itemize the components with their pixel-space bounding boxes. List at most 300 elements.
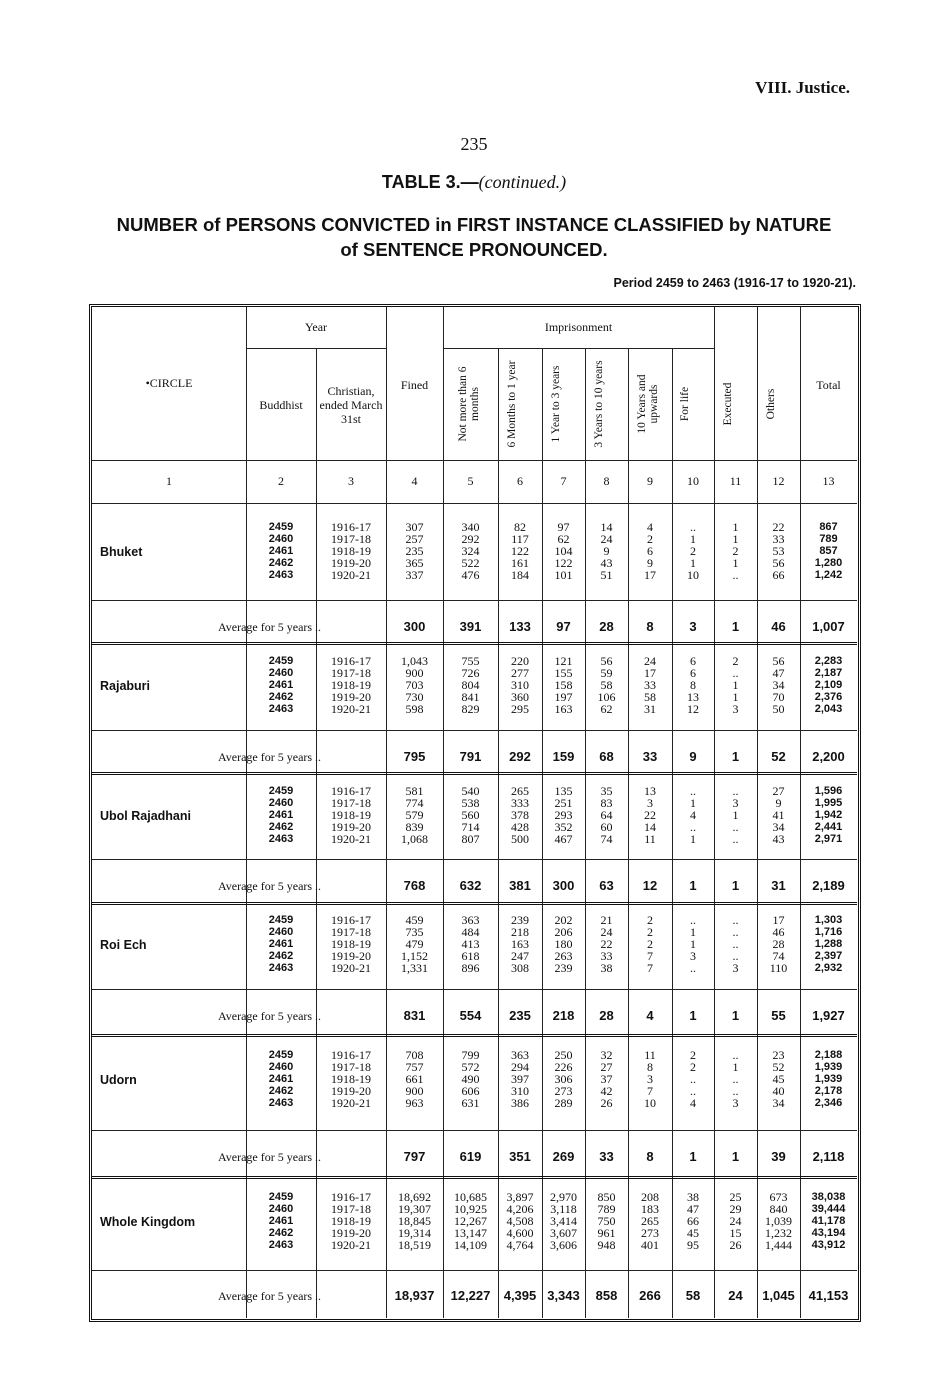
average-value: 8	[646, 1149, 654, 1164]
table-cell: 226	[554, 1060, 573, 1074]
average-value: 1	[689, 878, 697, 893]
average-value: 831	[403, 1008, 426, 1023]
christian-year: 1920-21	[331, 961, 371, 975]
average-value: 218	[552, 1008, 575, 1023]
average-value: 28	[599, 1008, 614, 1023]
table-cell: 18,845	[398, 1214, 431, 1228]
table-cell: 352	[554, 820, 573, 834]
10-years-upwards-header: 10 Years and upwards	[636, 374, 660, 434]
table-cell: 714	[461, 820, 480, 834]
table-cell: 60	[600, 820, 613, 834]
table-cell: 83	[600, 796, 613, 810]
christian-year: 1919-20	[331, 1226, 371, 1240]
table-cell: 155	[554, 666, 573, 680]
period-caption: Period 2459 to 2463 (1916-17 to 1920-21).	[613, 276, 856, 290]
table-cell: 1,942	[814, 809, 843, 821]
table-cell: 1,242	[814, 569, 843, 581]
table-cell: 33	[600, 949, 613, 963]
table-cell: 27	[772, 784, 785, 798]
table-cell: 135	[554, 784, 573, 798]
average-value: 33	[599, 1149, 614, 1164]
table-cell: 500	[511, 832, 529, 846]
table-cell: ..	[690, 520, 696, 534]
table-cell: 4	[690, 1096, 696, 1110]
table-cell: ..	[732, 832, 739, 846]
christian-year: 1917-18	[331, 1060, 371, 1074]
table-cell: 58	[600, 678, 613, 692]
buddhist-year: 2461	[268, 1073, 294, 1085]
column-number: 13	[822, 474, 835, 488]
average-value: 24	[728, 1288, 743, 1303]
table-cell: 23	[772, 1048, 785, 1062]
column-number-rule	[92, 503, 857, 504]
table-cell: 31	[644, 702, 656, 716]
buddhist-year: 2460	[268, 1203, 294, 1215]
average-value: 391	[459, 619, 482, 634]
table-cell: 104	[554, 544, 573, 558]
table-cell: ..	[732, 925, 739, 939]
table-cell: 2,346	[814, 1097, 843, 1109]
table-cell: 43	[772, 832, 785, 846]
table-cell: 9	[603, 544, 610, 558]
table-cell: 2,376	[814, 691, 843, 703]
imprisonment-header: Imprisonment	[544, 320, 613, 334]
table-cell: 3,118	[550, 1202, 577, 1216]
table-cell: 2,043	[814, 703, 843, 715]
table-cell: 183	[641, 1202, 659, 1216]
christian-year: 1917-18	[331, 925, 371, 939]
table-cell: 839	[405, 820, 424, 834]
table-cell: 1	[690, 925, 696, 939]
table-cell: 56	[600, 654, 613, 668]
table-cell: 365	[405, 556, 424, 570]
average-value: 3	[689, 619, 697, 634]
buddhist-year: 2463	[268, 1097, 294, 1109]
table-cell: 867	[819, 521, 838, 533]
average-value: 300	[403, 619, 426, 634]
table-cell: 857	[819, 545, 838, 557]
circle-name: Udorn	[100, 1073, 137, 1087]
average-value: 619	[459, 1149, 482, 1164]
table-cell: 3,607	[550, 1226, 577, 1240]
buddhist-year: 2459	[268, 1049, 294, 1061]
table-cell: 202	[554, 913, 573, 927]
buddhist-year: 2463	[268, 569, 294, 581]
column-number: 2	[278, 474, 284, 488]
average-value: 2,200	[812, 749, 845, 764]
table-cell: ..	[732, 913, 739, 927]
table-cell: 1,939	[814, 1073, 843, 1085]
table-cell: 19,314	[398, 1226, 431, 1240]
average-value: 68	[599, 749, 614, 764]
average-value: 1,927	[812, 1008, 845, 1023]
christian-year: 1916-17	[331, 913, 371, 927]
table-cell: 101	[554, 568, 573, 582]
christian-year: 1920-21	[331, 1238, 371, 1252]
average-top-rule	[92, 600, 857, 601]
column-number: 12	[772, 474, 785, 488]
table-cell: 13	[687, 690, 699, 704]
average-value: 768	[403, 878, 426, 893]
table-cell: 10	[687, 568, 699, 582]
table-cell: 10	[644, 1096, 656, 1110]
table-cell: 6	[690, 666, 696, 680]
average-value: 1	[731, 749, 740, 764]
average-value: 159	[552, 749, 575, 764]
table-cell: 540	[461, 784, 480, 798]
buddhist-year: 2459	[268, 655, 294, 667]
table-cell: 310	[511, 678, 529, 692]
table-cell: 8	[690, 678, 696, 692]
table-cell: 673	[769, 1190, 788, 1204]
average-value: 1	[689, 1008, 697, 1023]
table-cell: 161	[511, 556, 529, 570]
average-value: 266	[639, 1288, 661, 1303]
average-value: 46	[771, 619, 786, 634]
table-cell: 40	[772, 1084, 785, 1098]
table-cell: 66	[772, 568, 785, 582]
6-months-to-1-year-header: 6 Months to 1 year	[506, 360, 518, 448]
column-number: 11	[729, 474, 742, 488]
table-cell: 428	[511, 820, 529, 834]
table-cell: 1,939	[814, 1061, 843, 1073]
table-cell: 900	[405, 1084, 424, 1098]
table-cell: 106	[597, 690, 616, 704]
table-cell: 1,152	[401, 949, 428, 963]
table-cell: 703	[405, 678, 424, 692]
table-cell: 47	[687, 1202, 699, 1216]
table-cell: 6	[690, 654, 696, 668]
table-cell: ..	[690, 913, 696, 927]
average-value: 269	[552, 1149, 575, 1164]
average-value: 39	[771, 1149, 786, 1164]
average-value: 1,007	[812, 619, 845, 634]
average-value: 1	[731, 1008, 740, 1023]
table-cell: 3,414	[550, 1214, 577, 1228]
buddhist-header: Buddhist	[259, 398, 303, 412]
table-cell: 220	[511, 654, 529, 668]
table-cell: 4,508	[506, 1214, 534, 1228]
christian-year: 1916-17	[331, 1190, 371, 1204]
table-cell: 295	[511, 702, 529, 716]
table-cell: ..	[690, 961, 696, 975]
buddhist-year: 2461	[268, 1215, 294, 1227]
column-number: 1	[166, 474, 172, 488]
table-cell: ..	[732, 820, 739, 834]
statistics-table	[89, 304, 861, 1322]
table-cell: 1	[732, 532, 739, 546]
column-number: 9	[647, 474, 653, 488]
table-cell: 1,303	[814, 914, 843, 926]
christian-year: 1917-18	[331, 666, 371, 680]
table-cell: 7	[647, 961, 653, 975]
table-cell: 841	[461, 690, 480, 704]
table-cell: 33	[644, 678, 656, 692]
circle-separator	[92, 642, 857, 645]
christian-year: 1919-20	[331, 949, 371, 963]
table-cell: 163	[554, 702, 573, 716]
table-cell: 850	[597, 1190, 616, 1204]
average-value: 55	[771, 1008, 786, 1023]
table-cell: 484	[461, 925, 480, 939]
table-cell: 34	[772, 1096, 785, 1110]
executed-header: Executed	[721, 382, 734, 426]
table-cell: 2	[647, 913, 653, 927]
table-cell: 1	[690, 832, 696, 846]
table-cell: 804	[461, 678, 480, 692]
table-cell: 122	[511, 544, 529, 558]
table-cell: 38	[687, 1190, 699, 1204]
average-value: 1	[689, 1149, 697, 1164]
buddhist-year: 2462	[268, 950, 294, 962]
average-value: 31	[771, 878, 786, 893]
year-header: Year	[304, 320, 328, 334]
table-cell: 2,932	[814, 962, 843, 974]
table-cell: 1	[690, 937, 696, 951]
table-cell: 292	[461, 532, 480, 546]
table-cell: 180	[554, 937, 573, 951]
buddhist-year: 2461	[268, 679, 294, 691]
average-value: 2,118	[812, 1149, 845, 1164]
table-cell: 799	[461, 1048, 480, 1062]
buddhist-year: 2463	[268, 962, 294, 974]
table-cell: 24	[644, 654, 656, 668]
table-cell: 360	[511, 690, 529, 704]
average-value: 795	[403, 749, 426, 764]
section-label: VIII. Justice.	[755, 78, 850, 97]
table-cell: 4,600	[506, 1226, 534, 1240]
table-cell: ..	[732, 1072, 739, 1086]
christian-year: 1918-19	[331, 1072, 371, 1086]
table-cell: 572	[461, 1060, 480, 1074]
table-cell: 1,232	[765, 1226, 792, 1240]
table-cell: 1	[690, 532, 696, 546]
table-cell: 1,039	[765, 1214, 792, 1228]
table-cell: 28	[772, 937, 785, 951]
average-top-rule	[92, 730, 857, 731]
table-cell: 56	[772, 556, 785, 570]
page-number: 235	[460, 134, 488, 154]
table-cell: 208	[641, 1190, 659, 1204]
buddhist-year: 2463	[268, 703, 294, 715]
table-cell: 39,444	[811, 1203, 846, 1215]
average-value: 1	[731, 1149, 740, 1164]
table-cell: 21	[600, 913, 613, 927]
table-cell: 82	[514, 520, 526, 534]
table-cell: 34	[772, 678, 785, 692]
table-cell: 631	[461, 1096, 480, 1110]
table-cell: 774	[405, 796, 424, 810]
table-cell: 3	[732, 796, 739, 810]
table-cell: 110	[769, 961, 788, 975]
circle-separator	[92, 902, 857, 905]
christian-year: 1919-20	[331, 820, 371, 834]
table-cell: ..	[690, 784, 696, 798]
table-cell: 1,068	[401, 832, 428, 846]
buddhist-year: 2459	[268, 1191, 294, 1203]
table-cell: 18,692	[398, 1190, 431, 1204]
table-cell: 62	[600, 702, 613, 716]
table-cell: 9	[775, 796, 782, 810]
table-cell: 1,331	[401, 961, 428, 975]
table-cell: 467	[554, 832, 573, 846]
table-cell: 310	[511, 1084, 529, 1098]
table-cell: 2,441	[814, 821, 843, 833]
table-cell: 35	[600, 784, 613, 798]
buddhist-year: 2459	[268, 521, 294, 533]
table-cell: 1	[732, 690, 739, 704]
table-cell: 459	[405, 913, 424, 927]
table-cell: 293	[554, 808, 573, 822]
table-cell: 1,995	[814, 797, 843, 809]
table-cell: 2,971	[814, 833, 843, 845]
table-cell: 12	[687, 702, 699, 716]
table-cell: 1	[732, 556, 739, 570]
christian-year: 1918-19	[331, 1214, 371, 1228]
table-cell: 158	[554, 678, 573, 692]
table-cell: 24	[729, 1214, 742, 1228]
table-cell: 3,897	[506, 1190, 534, 1204]
table-cell: 51	[600, 568, 613, 582]
table-cell: 22	[772, 520, 785, 534]
average-value: 1	[731, 878, 740, 893]
table-cell: 3	[647, 1072, 653, 1086]
table-cell: 401	[641, 1238, 659, 1252]
table-cell: 43	[600, 556, 613, 570]
christian-year: 1919-20	[331, 556, 371, 570]
table-cell: 17	[644, 568, 656, 582]
table-cell: 3	[732, 961, 739, 975]
christian-year: 1916-17	[331, 1048, 371, 1062]
table-cell: 38	[600, 961, 613, 975]
table-cell: 121	[554, 654, 573, 668]
table-cell: 2,187	[814, 667, 843, 679]
table-cell: 41,178	[811, 1215, 846, 1227]
average-label: Average for 5 years ..	[218, 1009, 322, 1023]
table-cell: 1,444	[765, 1238, 792, 1252]
christian-year: 1919-20	[331, 690, 371, 704]
table-cell: 757	[405, 1060, 424, 1074]
table-cell: 18,519	[398, 1238, 431, 1252]
circle-separator	[92, 772, 857, 775]
table-cell: 397	[511, 1072, 529, 1086]
buddhist-year: 2463	[268, 833, 294, 845]
buddhist-year: 2461	[268, 545, 294, 557]
table-cell: 265	[641, 1214, 659, 1228]
table-cell: 74	[772, 949, 785, 963]
table-cell: 27	[600, 1060, 613, 1074]
table-cell: 19,307	[398, 1202, 431, 1216]
table-cell: 307	[405, 520, 424, 534]
table-cell: 1,288	[814, 938, 843, 950]
table-cell: 730	[405, 690, 424, 704]
christian-year: 1916-17	[331, 784, 371, 798]
table-cell: 308	[511, 961, 529, 975]
buddhist-year: 2460	[268, 667, 294, 679]
table-cell: 363	[511, 1048, 529, 1062]
buddhist-year: 2460	[268, 1061, 294, 1073]
table-cell: 251	[554, 796, 573, 810]
table-cell: 15	[729, 1226, 742, 1240]
table-cell: 53	[772, 544, 785, 558]
table-title-main: TABLE 3.—	[381, 172, 479, 192]
table-cell: 239	[554, 961, 573, 975]
table-cell: 2,283	[814, 655, 843, 667]
average-value: 381	[509, 878, 531, 893]
table-cell: ..	[732, 1084, 739, 1098]
table-cell: 13,147	[454, 1226, 487, 1240]
table-cell: 598	[405, 702, 424, 716]
table-cell: 277	[511, 666, 529, 680]
1-to-3-years-header: 1 Year to 3 years	[549, 365, 562, 443]
buddhist-year: 2459	[268, 785, 294, 797]
table-cell: 2	[647, 925, 653, 939]
table-cell: 337	[405, 568, 424, 582]
table-cell: 490	[461, 1072, 480, 1086]
table-cell: 1	[690, 796, 696, 810]
buddhist-year: 2461	[268, 809, 294, 821]
table-cell: 560	[461, 808, 480, 822]
table-cell: 26	[729, 1238, 742, 1252]
table-cell: 4	[647, 520, 653, 534]
table-cell: 17	[772, 913, 785, 927]
table-cell: ..	[732, 937, 739, 951]
table-cell: 900	[405, 666, 424, 680]
table-cell: 3	[732, 702, 739, 716]
table-cell: 11	[644, 1048, 656, 1062]
table-cell: 235	[405, 544, 424, 558]
buddhist-year: 2462	[268, 557, 294, 569]
table-cell: 122	[554, 556, 573, 570]
circle-name: Ubol Rajadhani	[100, 809, 191, 823]
average-label: Average for 5 years ..	[218, 620, 322, 634]
average-value: 858	[595, 1288, 618, 1303]
circle-name: Bhuket	[100, 545, 143, 559]
table-cell: 340	[461, 520, 480, 534]
table-cell: 239	[511, 913, 529, 927]
table-cell: ..	[732, 666, 739, 680]
table-cell: 840	[769, 1202, 788, 1216]
table-cell: 265	[511, 784, 529, 798]
buddhist-year: 2462	[268, 691, 294, 703]
table-cell: 59	[600, 666, 613, 680]
average-value: 41,153	[808, 1288, 849, 1303]
average-value: 4	[646, 1008, 654, 1023]
table-cell: 2,178	[814, 1085, 843, 1097]
buddhist-year: 2460	[268, 533, 294, 545]
table-cell: 333	[511, 796, 529, 810]
table-cell: 2,188	[814, 1049, 843, 1061]
table-cell: 163	[511, 937, 529, 951]
table-cell: 26	[600, 1096, 613, 1110]
buddhist-year: 2462	[268, 821, 294, 833]
christian-year: 1918-19	[331, 808, 371, 822]
table-cell: 755	[461, 654, 480, 668]
table-cell: 8	[647, 1060, 653, 1074]
table-cell: 789	[819, 533, 838, 545]
table-cell: 2	[732, 654, 739, 668]
table-cell: 32	[600, 1048, 613, 1062]
table-cell: 661	[405, 1072, 424, 1086]
christian-year: 1920-21	[331, 1096, 371, 1110]
average-value: 97	[556, 619, 571, 634]
table-cell: 58	[644, 690, 656, 704]
table-cell: 1,596	[814, 785, 843, 797]
heading-line-2: of SENTENCE PRONOUNCED.	[340, 239, 608, 260]
table-cell: 74	[600, 832, 613, 846]
total-header: Total	[816, 378, 841, 392]
table-cell: 606	[461, 1084, 480, 1098]
